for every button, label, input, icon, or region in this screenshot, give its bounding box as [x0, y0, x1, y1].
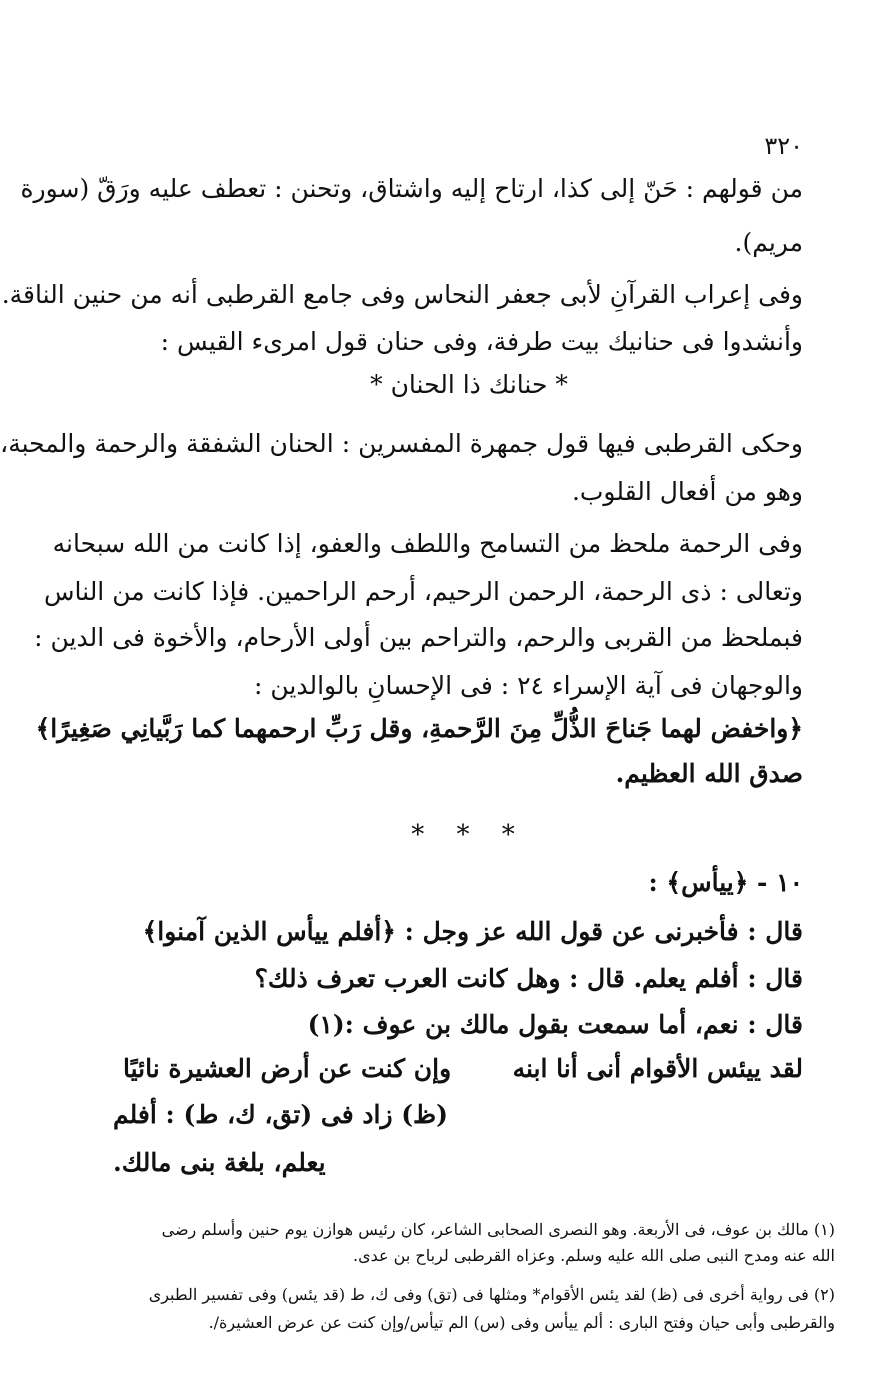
- section-separator: * * *: [411, 820, 527, 850]
- body-line-8: وفى الرحمة ملحظ من التسامح واللطف والعفو، إذا كانت من الله سبحانه: [52, 529, 803, 558]
- quran-verse: ﴿واخفض لهما جَناحَ الذُّلِّ مِنَ الرَّحمةِ، وقل رَبِّ ارحمهما كما رَبَّيانِي صَغِيرًا﴾: [35, 714, 803, 743]
- quote-line: * حنانك ذا الحنان *: [370, 370, 568, 399]
- body-line-4: وأنشدوا فى حنانيك بيت طرفة، وفى حنان قول امرىء القيس :: [160, 327, 803, 356]
- footnote-2-line-2: والقرطبى وأبى حيان وفتح البارى : ألم ييأس وفى (س) الم تيأس/وإن كنت عن عرض العشيرة/.: [208, 1313, 835, 1332]
- section-heading: ١٠ - ﴿ييأس﴾ :: [648, 868, 803, 897]
- body-line-10: فبملحظ من القربى والرحم، والتراحم بين أولى الأرحام، والأخوة فى الدين :: [34, 623, 803, 652]
- dialogue-line-2: قال : أفلم يعلم. قال : وهل كانت العرب تعرف ذلك؟: [254, 964, 803, 993]
- page-number: ٣٢٠: [764, 132, 803, 160]
- body-line-6: وحكى القرطبى فيها قول جمهرة المفسرين : الحنان الشفقة والرحمة والمحبة،: [0, 429, 803, 458]
- body-line-11: والوجهان فى آية الإسراء ٢٤ : فى الإحسانِ بالوالدين :: [254, 671, 803, 700]
- note-line-2: يعلم، بلغة بنى مالك.: [113, 1148, 326, 1177]
- body-line-7: وهو من أفعال القلوب.: [571, 477, 803, 506]
- note-line-1: (ظ) زاد فى (تق، ك، ط) : أفلم: [113, 1100, 449, 1129]
- body-line-1: من قولهم : حَنّ إلى كذا، ارتاح إليه واشتاق، وتحنن : تعطف عليه ورَقّ (سورة: [20, 174, 803, 203]
- body-line-3: وفى إعراب القرآنِ لأبى جعفر النحاس وفى جامع القرطبى أنه من حنين الناقة.: [1, 280, 803, 309]
- footnote-2-line-1: (٢) فى رواية أخرى فى (ظ) لقد يئس الأقوام* ومثلها فى (تق) وفى ك، ط (قد يئس) وفى تفسير الطبرى: [148, 1285, 835, 1304]
- closing-line: صدق الله العظيم.: [615, 759, 803, 788]
- footnote-1-line-1: (١) مالك بن عوف، فى الأربعة. وهو النصرى الصحابى الشاعر، كان رئيس هوازن يوم حنين وأسلم رضى: [161, 1220, 835, 1239]
- poem-hemistich-right: لقد ييئس الأقوام أنى أنا ابنه: [512, 1054, 803, 1083]
- poem-hemistich-left: وإن كنت عن أرض العشيرة نائيًا: [123, 1054, 452, 1083]
- footnote-1-line-2: الله عنه ومدح النبى صلى الله عليه وسلم. وعزاه القرطبى لرباح بن عدى.: [353, 1246, 835, 1265]
- dialogue-line-3: قال : نعم، أما سمعت بقول مالك بن عوف :(١): [307, 1010, 803, 1039]
- dialogue-line-1: قال : فأخبرنى عن قول الله عز وجل : ﴿أفلم ييأس الذين آمنوا﴾: [142, 917, 803, 946]
- body-line-2: مريم).: [734, 228, 803, 257]
- poem-verse: [123, 1052, 803, 1086]
- body-line-9: وتعالى : ذى الرحمة، الرحمن الرحيم، أرحم الراحمين. فإذا كانت من الناس: [44, 577, 803, 606]
